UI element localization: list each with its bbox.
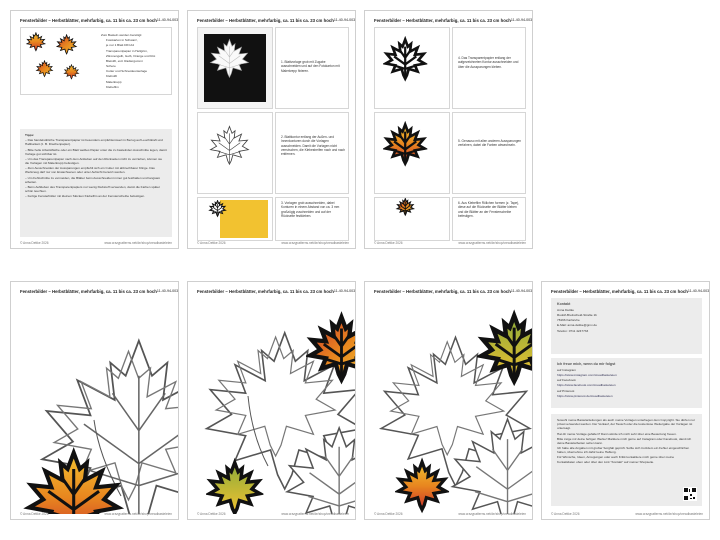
step-5-box: 5. Genauso mit allen anderen Aussparungen verfahren, dabei die Farben abwechseln. [452,112,526,194]
page-header: Fensterbilder – Herbstblätter, mehrfarbig, ca. 11 bis ca. 23 cm hoch 11-40-94-003 [197,17,356,23]
leaf-templates [365,296,533,514]
page-footer: © Anna Dettke 2026 www.crazypatterns.net/de/shop/creadbasteleien [197,512,349,516]
leaf-templates [188,296,356,514]
qr-code-icon [683,487,697,501]
step-2-box: 2. Blattkontur entlang der Außen- und Innenkonturen durch die Vorlagen ausschneiden. Damit die Vorlagen nicht verrutschen, die Klebestreifen nach und nach entfernen. [275,112,349,194]
page-footer: © Anna Dettke 2026 www.crazypatterns.net/de/shop/creadbasteleien [374,512,526,516]
step-2-photo [197,112,273,194]
step-6-photo [374,197,450,241]
tips-box: Tipps: – Das handelsübliche Transparentpapier ist besonders empfehlenswert in Bezug auf Leuchtkraft und Haltbarkeit (z. B. Drachenpapier). – Bitte helle Arbeitsfläche oder ein Blatt weißes Papier unter die zu bastelnden Ausschnitte legen, damit Vorlage gut sichtbar ist. – Um das Transparentpapier nach dem Ankleben auf den Rückseiten nicht zu verziehen, können sie die Vorlagen mit Malerkrepp befestigen. – Zum Ausschneiden der Aussparungen empfiehlt sich ein Cutter mit abbrechbarer Klinge. Das Werkzeug darf nur von Erwachsenen oder unter Aufsicht benutzt werden. – Um Fehlschnitte zu vermeiden, die Blätter beim Ausschneiden immer gut festhalten und langsam arbeiten. – Beim Aufkleben des Transparentpapiers nur wenig Klebstoff verwenden, damit die Farben später schön leuchten. – Fertige Fensterbilder mit kleinen Stücken Klebefilm an der Fensterscheibe befestigen. [20,129,172,237]
page-footer: © Anna Dettke 2026 www.crazypatterns.net/de/shop/creadbasteleien [374,241,526,245]
contact-box: Kontakt Anna Dettke Rudolf-Breitscheid-Straße 1b 78166 Karlsruhe E-Mail: anna.dettke@gmx.de Telefon: 0711 4247733 [551,298,702,354]
page-6 [364,281,533,520]
pinterest-link[interactable]: https://www.pinterest.de/creadbasteleien [557,393,613,398]
step-5-photo [374,112,450,194]
step-1-photo [197,27,273,109]
step-4-box: 4. Das Transparentpapier entlang der aufgezeichneten Kontur ausschneiden und über die Aussparungen kleben. [452,27,526,109]
page-header: Fensterbilder – Herbstblätter, mehrfarbig, ca. 11 bis ca. 23 cm hoch 11-40-94-003 [551,288,710,294]
finished-leaves-photo [24,32,94,92]
colored-leaf-image [375,113,449,193]
page-footer: © Anna Dettke 2026 www.crazypatterns.net/de/shop/creadbasteleien [20,241,172,245]
page-3 [364,10,533,249]
black-leaf-frame-image [375,28,449,108]
page-footer: © Anna Dettke 2026 www.crazypatterns.net/de/shop/creadbasteleien [20,512,172,516]
page-header: Fensterbilder – Herbstblätter, mehrfarbig, ca. 11 bis ca. 23 cm hoch 11-40-94-003 [20,17,179,23]
step-3-box: 3. Vorlagen grob ausschneiden, dabei Konturen in einem Abstand von ca. 3 mm großzügig zuschneiden und auf der Rückseite festkleben. [275,197,349,241]
leaf-template-large [11,296,179,514]
page-7 [541,281,710,520]
materials-list: Zum Basteln werden benötigt: Fotokarton in Schwarz, je nur 1 Blatt DIN A4 Transparentpapier in Hellgrün, Zitronengelb, Gelb, Orange und Rot Bleistift, evtl. Radiergummi Schere Cutter und Schneideunterlage Klebstift Malerkrepp Klebefilm [101,33,156,89]
page-2 [187,10,356,249]
page-5 [187,281,356,520]
social-box: Ich freue mich, wenn du mir folgst auf Instagram https://www.instagram.com/creadbasteleien auf Facebook https://www.facebook.com/creadbasteleien auf Pinterest https://www.pinterest.de/creadbasteleien [551,358,702,408]
notes-box: Sowohl meine Bastelanleitungen als auch meine Vorlagen unterliegen dem Copyright. Sie dürfen nur privat verwendet werden. Der Verkauf, der Tausch oder die kostenlose Weitergabe der Vorlagen ist untersagt. Hat dir meine Vorlage gefallen? Dann würde ich mich sehr über eine Bewertung freuen. Bitte zeige mir deine fertigen Werke! Markiere mich gerne auf Instagram oder Facebook, damit ich deine Bastelarbeiten sehen kann. Ich habe alle Angaben mit großer Sorgfalt geprüft. Sollte sich trotzdem ein Fehler eingeschlichen haben, übernehme ich dafür keine Haftung. Für Wünsche, Ideen, Anregungen oder auch Kritik kontaktiere mich gerne über meine Kontaktdaten oben oder über den Link "Kontakt" auf meiner Shopseite. [551,414,702,506]
cut-out-leaf-image [198,113,272,193]
step-4-photo [374,27,450,109]
page-footer: © Anna Dettke 2026 www.crazypatterns.net/de/shop/creadbasteleien [197,241,349,245]
page-footer: © Anna Dettke 2026 www.crazypatterns.net/de/shop/creadbasteleien [551,512,703,516]
facebook-link[interactable]: https://www.facebook.com/creadbasteleien [557,383,616,388]
template-on-cardboard-image [198,28,272,108]
page-header: Fensterbilder – Herbstblätter, mehrfarbig, ca. 11 bis ca. 23 cm hoch 11-40-94-003 [374,17,533,23]
instagram-link[interactable]: https://www.instagram.com/creadbasteleien [557,373,617,378]
page-header: Fensterbilder – Herbstblätter, mehrfarbig, ca. 11 bis ca. 23 cm hoch 11-40-94-003 [20,288,179,294]
step-3-photo [197,197,273,241]
intro-box [20,27,172,95]
finished-leaf-window-image [375,198,449,240]
page-header: Fensterbilder – Herbstblätter, mehrfarbig, ca. 11 bis ca. 23 cm hoch 11-40-94-003 [197,288,356,294]
page-4 [10,281,179,520]
step-1-box: 1. Blattvorlage grob mit Zugabe ausschneiden und auf den Fotokarton mit Malerkrepp fixieren. [275,27,349,109]
step-6-box: 6. Aus Klebefilm Röllchen formen (z. Tape), diese auf die Rückseite der Blätter kleben und die Blätter an der Fensterscheibe befestigen. [452,197,526,241]
page-header: Fensterbilder – Herbstblätter, mehrfarbig, ca. 11 bis ca. 23 cm hoch 11-40-94-003 [374,288,533,294]
page-1 [10,10,179,249]
leaf-with-yellow-paper-image [198,198,272,240]
